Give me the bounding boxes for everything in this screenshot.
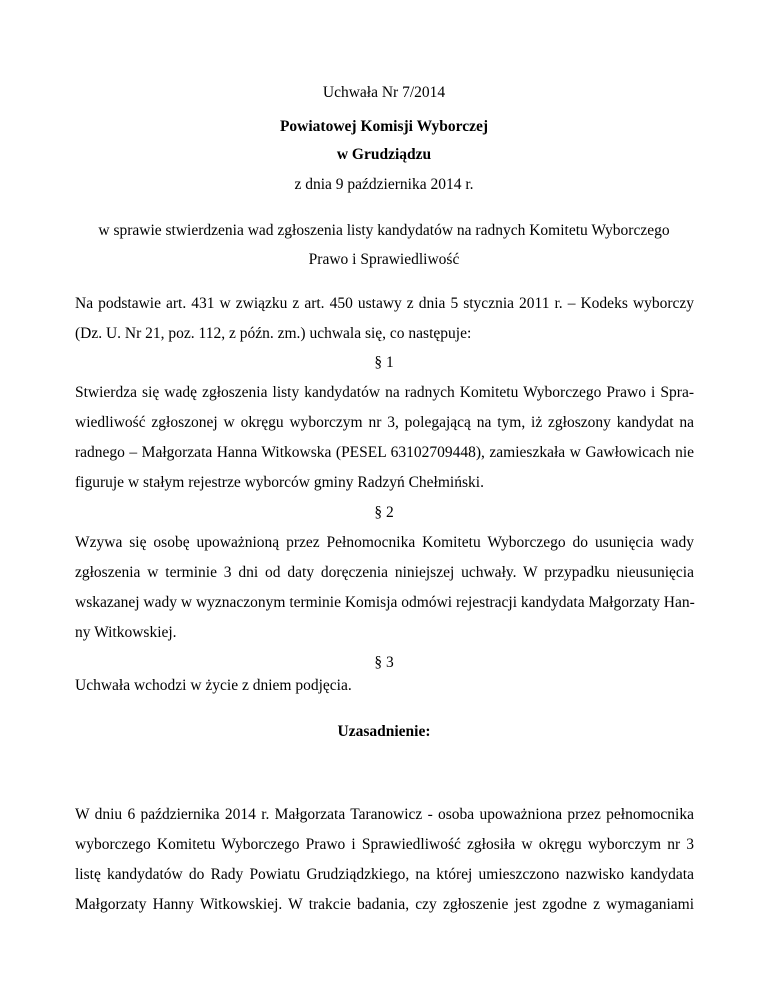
resolution-number: Uchwała Nr 7/2014 <box>322 84 446 101</box>
preamble-line: Na podstawie art. 431 w związku z art. 450 ustawy z dnia 5 stycznia 2011 r. – Kodeks wyborczy <box>75 295 694 312</box>
preamble-line: (Dz. U. Nr 21, poz. 112, z późn. zm.) uchwala się, co następuje: <box>75 325 472 342</box>
issuing-body-line1: Powiatowej Komisji Wyborczej <box>279 118 489 135</box>
justification-line: wyborczego Komitetu Wyborczego Prawo i Sprawiedliwość zgłosiła w okręgu wyborczym nr 3 <box>75 836 694 853</box>
justification-line: W dniu 6 października 2014 r. Małgorzata Taranowicz - osoba upoważniona przez pełnomocnika <box>75 806 694 823</box>
section-heading-3: § 3 <box>374 654 394 671</box>
issuing-body-line2: w Grudziądzu <box>336 146 432 163</box>
section-line: radnego – Małgorzata Hanna Witkowska (PESEL 63102709448), zamieszkała w Gawłowicach nie <box>75 444 694 461</box>
subject-line1: w sprawie stwierdzenia wad zgłoszenia listy kandydatów na radnych Komitetu Wyborczego <box>98 222 670 239</box>
section-line: figuruje w stałym rejestrze wyborców gminy Radzyń Chełmiński. <box>75 474 484 491</box>
subject-line2: Prawo i Sprawiedliwość <box>308 251 460 268</box>
section-body-1 <box>75 378 694 498</box>
section-line: zgłoszenia w terminie 3 dni od daty doręczenia niniejszej uchwały. W przypadku nieusunięcia <box>75 564 694 581</box>
justification-line: listę kandydatów do Rady Powiatu Grudziądzkiego, na której umieszczono nazwisko kandydata <box>75 866 694 883</box>
justification-body <box>75 800 694 920</box>
section-line: ny Witkowskiej. <box>75 624 177 641</box>
section-line: Stwierdza się wadę zgłoszenia listy kandydatów na radnych Komitetu Wyborczego Prawo i Spra- <box>75 384 694 401</box>
justification-line: Małgorzaty Hanny Witkowskiej. W trakcie badania, czy zgłoszenie jest zgodne z wymaganiami <box>75 896 694 913</box>
section-line: Uchwała wchodzi w życie z dniem podjęcia. <box>75 677 352 694</box>
section-heading-1: § 1 <box>374 354 394 371</box>
section-heading-2: § 2 <box>374 504 394 521</box>
section-line: wiedliwość zgłoszonej w okręgu wyborczym nr 3, polegającą na tym, iż zgłoszony kandydat na <box>75 414 694 431</box>
resolution-date: z dnia 9 października 2014 r. <box>294 176 474 193</box>
section-line: Wzywa się osobę upoważnioną przez Pełnomocnika Komitetu Wyborczego do usunięcia wady <box>75 534 694 551</box>
justification-heading: Uzasadnienie: <box>337 723 431 740</box>
section-line: wskazanej wady w wyznaczonym terminie Komisja odmówi rejestracji kandydata Małgorzaty Han- <box>75 594 695 611</box>
preamble <box>75 289 694 349</box>
section-body-2 <box>75 528 694 648</box>
